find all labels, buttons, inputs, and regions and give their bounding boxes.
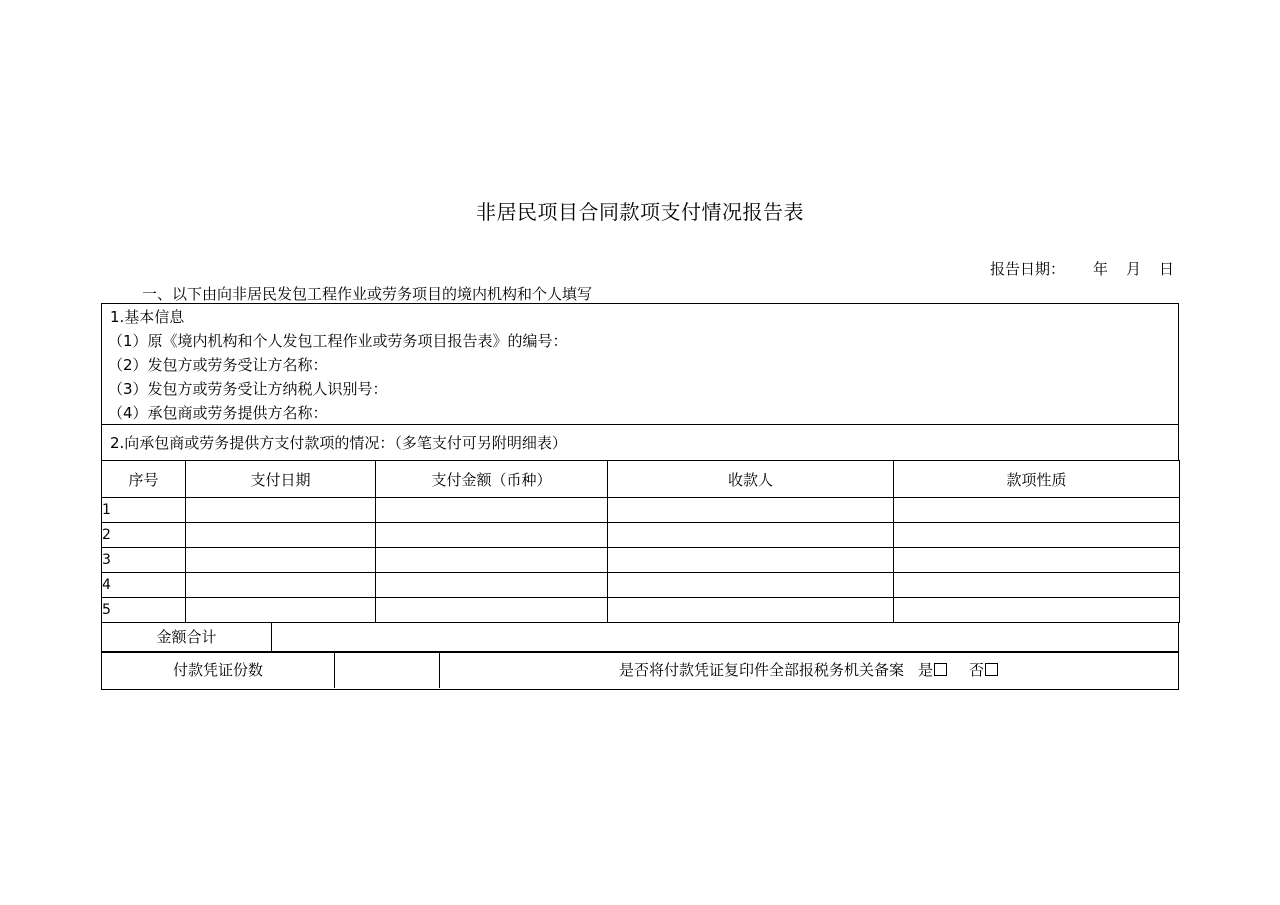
- table-row: [102, 573, 1180, 598]
- payment-amount-cell[interactable]: [376, 548, 608, 573]
- payment-date-cell[interactable]: [186, 573, 376, 598]
- basic-info-item: （2）发包方或劳务受让方名称：: [108, 356, 328, 374]
- column-header-date: 支付日期: [186, 461, 376, 498]
- total-amount-label: 金额合计: [102, 623, 272, 651]
- voucher-row: [101, 651, 1179, 690]
- total-amount-row: [101, 623, 1179, 653]
- row-seq: 4: [102, 573, 186, 598]
- basic-info-heading: 1.基本信息: [110, 308, 185, 326]
- payment-nature-cell[interactable]: [894, 573, 1180, 598]
- payee-cell[interactable]: [608, 523, 894, 548]
- filing-no-checkbox[interactable]: [985, 663, 998, 676]
- filing-question-text: 是否将付款凭证复印件全部报税务机关备案: [618, 661, 904, 679]
- row-seq: 1: [102, 498, 186, 523]
- payment-amount-cell[interactable]: [376, 523, 608, 548]
- basic-info-item: （3）发包方或劳务受让方纳税人识别号：: [108, 380, 388, 398]
- payment-date-cell[interactable]: [186, 523, 376, 548]
- payment-amount-cell[interactable]: [376, 498, 608, 523]
- column-header-seq: 序号: [102, 461, 186, 498]
- report-date-label: 报告日期：: [990, 260, 1066, 278]
- report-date-year: 年: [1093, 260, 1109, 278]
- payment-table: [101, 460, 1180, 623]
- voucher-count-label: 付款凭证份数: [102, 652, 335, 688]
- filing-yes-checkbox[interactable]: [934, 663, 947, 676]
- payment-nature-cell[interactable]: [894, 598, 1180, 623]
- payment-heading-box: [101, 424, 1179, 461]
- report-date-month: 月: [1126, 260, 1142, 278]
- payment-date-cell[interactable]: [186, 548, 376, 573]
- section-heading: 一、以下由向非居民发包工程作业或劳务项目的境内机构和个人填写: [142, 285, 593, 303]
- row-seq: 2: [102, 523, 186, 548]
- table-row: [102, 498, 1180, 523]
- filing-no-label: 否: [969, 661, 985, 679]
- row-seq: 5: [102, 598, 186, 623]
- column-header-amount: 支付金额（币种）: [376, 461, 608, 498]
- payment-date-cell[interactable]: [186, 598, 376, 623]
- filing-question: [439, 652, 1178, 688]
- payment-amount-cell[interactable]: [376, 598, 608, 623]
- report-date-day: 日: [1159, 260, 1175, 278]
- basic-info-item: （4）承包商或劳务提供方名称：: [108, 404, 328, 422]
- payment-nature-cell[interactable]: [894, 498, 1180, 523]
- report-date: [990, 258, 1174, 279]
- payee-cell[interactable]: [608, 573, 894, 598]
- table-row: [102, 523, 1180, 548]
- table-row: [102, 598, 1180, 623]
- total-amount-value[interactable]: [272, 623, 1178, 651]
- filing-yes-label: 是: [917, 661, 933, 679]
- payment-date-cell[interactable]: [186, 498, 376, 523]
- payee-cell[interactable]: [608, 598, 894, 623]
- row-seq: 3: [102, 548, 186, 573]
- basic-info-item: （1）原《境内机构和个人发包工程作业或劳务项目报告表》的编号：: [108, 332, 568, 350]
- table-header-row: [102, 461, 1180, 498]
- payee-cell[interactable]: [608, 548, 894, 573]
- basic-info-box: [101, 303, 1179, 425]
- document-title: 非居民项目合同款项支付情况报告表: [476, 200, 804, 224]
- table-row: [102, 548, 1180, 573]
- payment-heading: 2.向承包商或劳务提供方支付款项的情况：（多笔支付可另附明细表）: [110, 434, 567, 452]
- payee-cell[interactable]: [608, 498, 894, 523]
- column-header-payee: 收款人: [608, 461, 894, 498]
- payment-nature-cell[interactable]: [894, 548, 1180, 573]
- voucher-count-field[interactable]: [334, 652, 440, 688]
- column-header-nature: 款项性质: [894, 461, 1180, 498]
- payment-amount-cell[interactable]: [376, 573, 608, 598]
- payment-nature-cell[interactable]: [894, 523, 1180, 548]
